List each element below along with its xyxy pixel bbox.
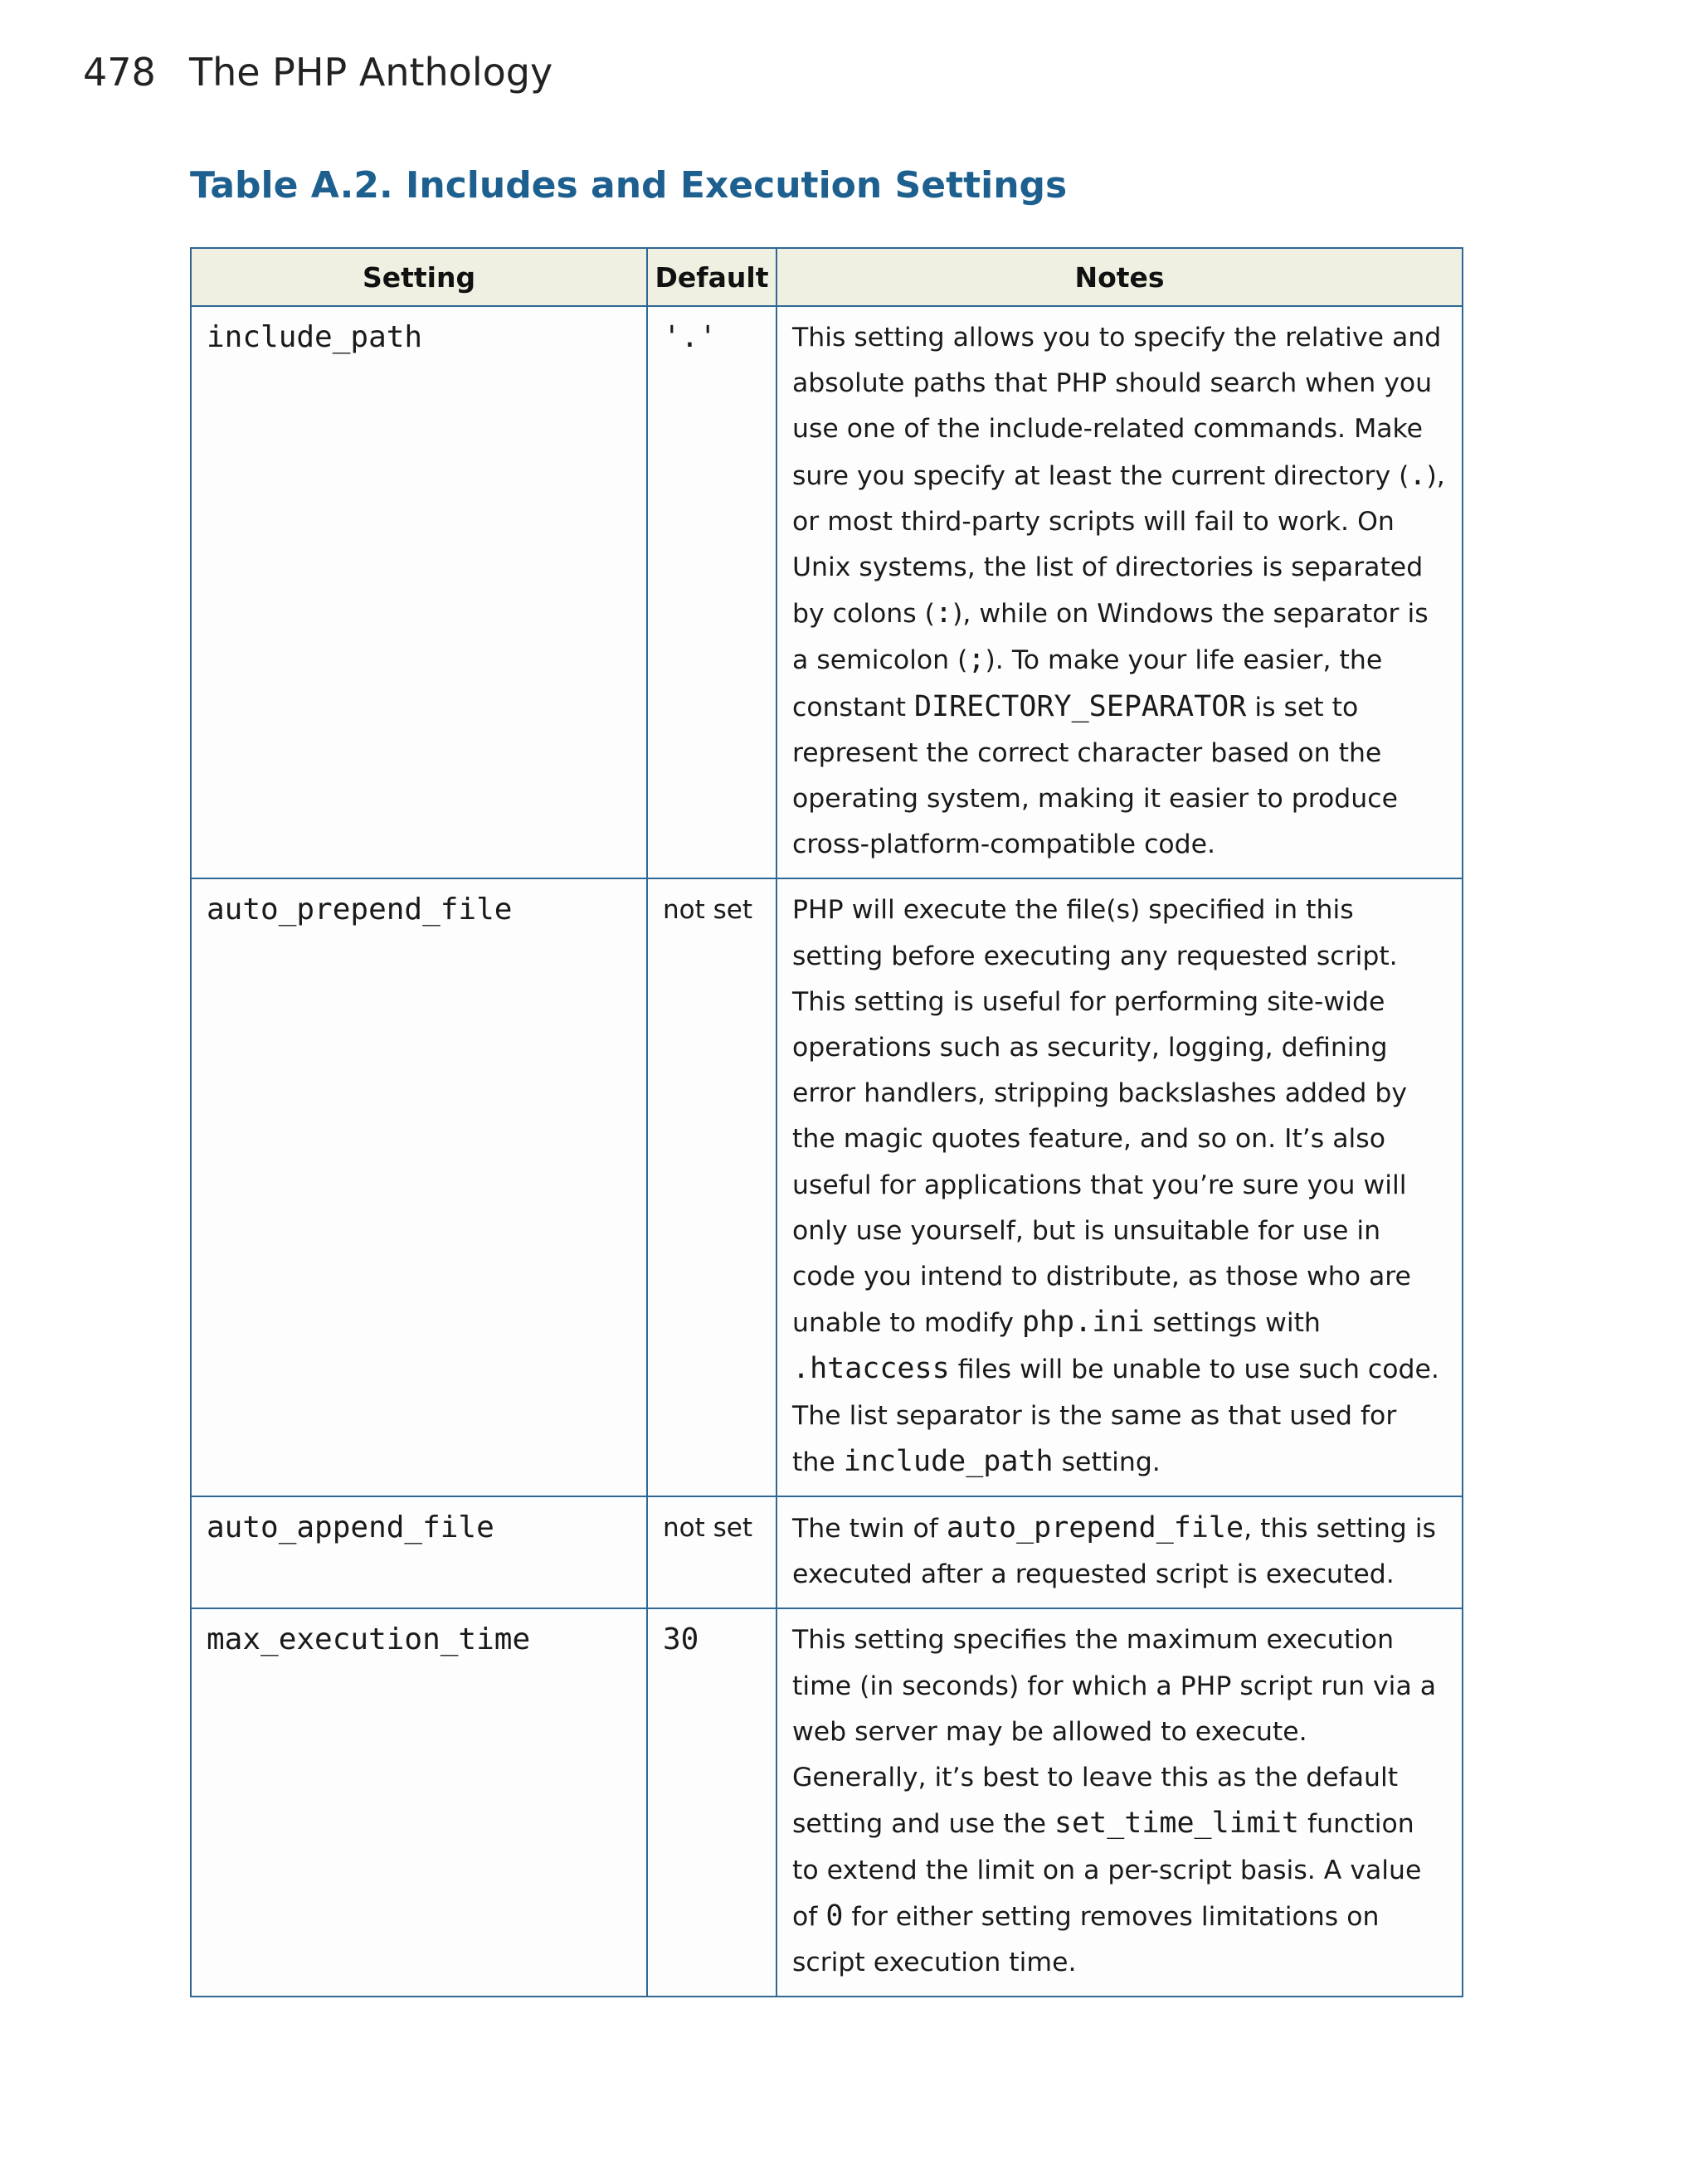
inline-code: .htaccess (792, 1352, 950, 1386)
table-row (191, 1608, 1463, 1997)
book-title: The PHP Anthology (189, 50, 553, 95)
setting-name: auto_append_file (191, 1496, 647, 1608)
inline-code: auto_prepend_file (946, 1511, 1244, 1545)
notes-text: This setting allows you to specify the relative and absolute paths that PHP should search when you use one of the include-related commands. Make sure you specify at least the current directory (.), or most third-party scripts will fail to work. On Unix systems, the list of directories is separated by colons (:), while on Windows the separator is a semicolon (;). To make your life easier, the constant DIRECTORY_SEPARATOR is set to represent the correct character based on the operating system, making it easier to produce cross-platform-compatible code. (776, 306, 1463, 878)
inline-code: ; (967, 643, 986, 677)
table-title: Table A.2. Includes and Execution Settings (190, 164, 1068, 207)
inline-code: php.ini (1021, 1306, 1145, 1340)
inline-code: 0 (825, 1899, 844, 1933)
inline-code: DIRECTORY_SEPARATOR (913, 689, 1247, 723)
inline-code: include_path (843, 1444, 1054, 1478)
inline-code: : (934, 596, 953, 630)
setting-name: auto_prepend_file (191, 878, 647, 1496)
inline-code: . (1409, 458, 1427, 492)
default-value: '.' (647, 306, 776, 878)
running-head (83, 50, 553, 95)
table-row (191, 306, 1463, 878)
setting-name: max_execution_time (191, 1608, 647, 1997)
settings-table (190, 247, 1463, 1997)
notes-text: This setting specifies the maximum execution time (in seconds) for which a PHP script run via a web server may be allowed to execute. Generally, it’s best to leave this as the default setting and use the set_time_limit function to extend the limit on a per-script basis. A value of 0 for either setting removes limitations on script execution time. (776, 1608, 1463, 1997)
default-value: not set (647, 1496, 776, 1608)
column-header-notes: Notes (776, 248, 1463, 306)
table-header-row (191, 248, 1463, 306)
notes-text: PHP will execute the file(s) specified in this setting before executing any requested script. This setting is useful for performing site-wide operations such as security, logging, defining error handlers, stripping backslashes added by the magic quotes feature, and so on. It’s also useful for applications that you’re sure you will only use yourself, but is unsuitable for use in code you intend to distribute, as those who are unable to modify php.ini settings with .htaccess files will be unable to use such code. The list separator is the same as that used for the include_path setting. (776, 878, 1463, 1496)
inline-code: set_time_limit (1054, 1807, 1299, 1841)
page-number: 478 (83, 50, 156, 95)
default-value: not set (647, 878, 776, 1496)
setting-name: include_path (191, 306, 647, 878)
table-row (191, 1496, 1463, 1608)
notes-text: The twin of auto_prepend_file, this setting is executed after a requested script is executed. (776, 1496, 1463, 1608)
default-value: 30 (647, 1608, 776, 1997)
column-header-default: Default (647, 248, 776, 306)
table-row (191, 878, 1463, 1496)
column-header-setting: Setting (191, 248, 647, 306)
